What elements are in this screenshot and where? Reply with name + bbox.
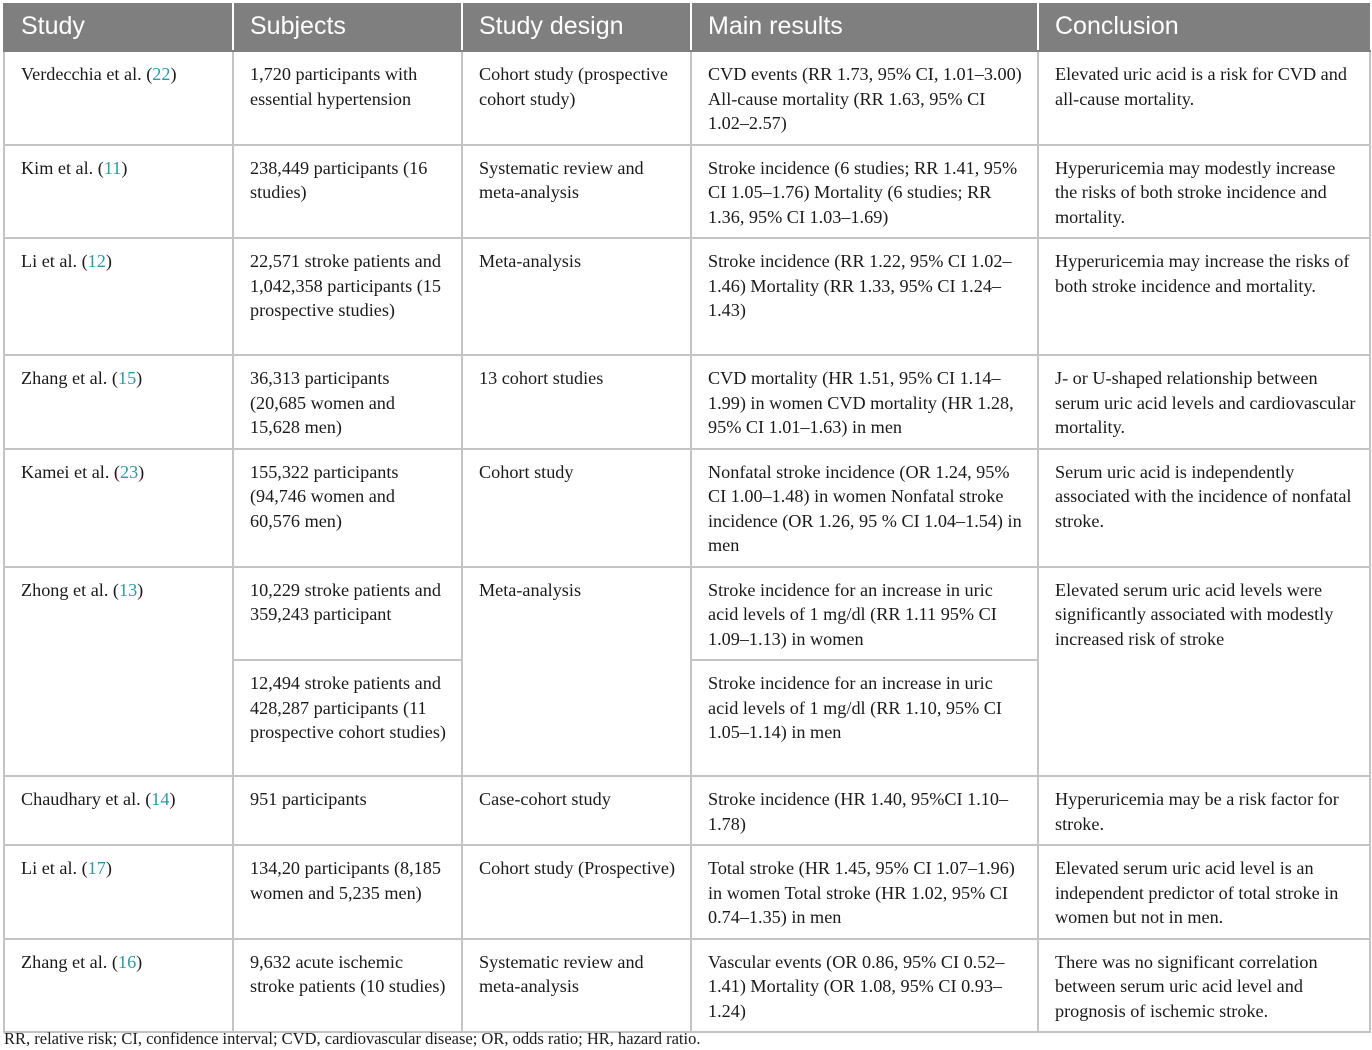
cell-subjects: 134,20 participants (8,185 women and 5,235 men) [233,845,462,939]
study-author: Zhang et al. ( [21,951,118,972]
cell-results: Stroke incidence for an increase in uric acid levels of 1 mg/dl (RR 1.11 95% CI 1.09–1.13) in women [691,567,1038,661]
cell-design: Cohort study (prospective cohort study) [462,51,691,145]
cell-results: Stroke incidence (6 studies; RR 1.41, 95% CI 1.05–1.76) Mortality (6 studies; RR 1.36, 95% CI 1.03–1.69) [691,145,1038,239]
cell-conclusion: There was no significant correlation between serum uric acid level and prognosis of ischemic stroke. [1038,939,1370,1033]
cell-design: 13 cohort studies [462,355,691,449]
table-row [4,449,1370,567]
cell-study [4,776,233,845]
cell-conclusion: Hyperuricemia may increase the risks of both stroke incidence and mortality. [1038,238,1370,355]
cell-conclusion: J- or U-shaped relationship between serum uric acid levels and cardiovascular mortality. [1038,355,1370,449]
study-close: ) [105,251,112,271]
study-close: ) [121,157,128,178]
cell-study [4,238,233,355]
study-author: Chaudhary et al. ( [21,789,152,809]
study-close: ) [137,579,144,600]
reference-link[interactable]: 11 [103,157,122,178]
cell-study [4,449,233,567]
cell-conclusion: Hyperuricemia may modestly increase the risks of both stroke incidence and mortality. [1038,145,1370,239]
cell-design: Meta-analysis [462,238,691,355]
table-row [4,567,1370,661]
cell-subjects: 9,632 acute ischemic stroke patients (10 studies) [233,939,462,1033]
table-row [4,51,1370,145]
cell-conclusion: Elevated serum uric acid level is an independent predictor of total stroke in women but not in men. [1038,845,1370,939]
reference-link[interactable]: 14 [151,789,170,809]
study-close: ) [138,461,145,482]
cell-study [4,567,233,777]
cell-design: Cohort study (Prospective) [462,845,691,939]
study-author: Kamei et al. ( [21,461,120,482]
study-close: ) [136,951,143,972]
cell-conclusion: Hyperuricemia may be a risk factor for stroke. [1038,776,1370,845]
cell-subjects: 12,494 stroke patients and 428,287 participants (11 prospective cohort studies) [233,660,462,776]
study-author: Kim et al. ( [21,157,104,178]
cell-results: CVD events (RR 1.73, 95% CI, 1.01–3.00) All-cause mortality (RR 1.63, 95% CI 1.02–2.57) [691,51,1038,145]
reference-link[interactable]: 15 [117,368,137,388]
reference-link[interactable]: 23 [119,461,139,482]
cell-results: Stroke incidence (RR 1.22, 95% CI 1.02–1.46) Mortality (RR 1.33, 95% CI 1.24–1.43) [691,238,1038,355]
cell-subjects: 1,720 participants with essential hypertension [233,51,462,145]
cell-results: Stroke incidence for an increase in uric acid levels of 1 mg/dl (RR 1.10, 95% CI 1.05–1.14) in men [691,660,1038,776]
header-study: Study [4,3,233,51]
study-close: ) [170,64,177,84]
reference-link[interactable]: 12 [87,251,106,271]
cell-subjects: 22,571 stroke patients and 1,042,358 participants (15 prospective studies) [233,238,462,355]
cell-subjects: 10,229 stroke patients and 359,243 participant [233,567,462,661]
cell-subjects: 36,313 participants (20,685 women and 15,628 men) [233,355,462,449]
header-subjects: Subjects [233,3,462,51]
cell-conclusion: Serum uric acid is independently associated with the incidence of nonfatal stroke. [1038,449,1370,567]
cell-results: Total stroke (HR 1.45, 95% CI 1.07–1.96) in women Total stroke (HR 1.02, 95% CI 0.74–1.35) in men [691,845,1038,939]
study-close: ) [169,789,176,809]
cell-study [4,845,233,939]
cell-results: CVD mortality (HR 1.51, 95% CI 1.14–1.99) in women CVD mortality (HR 1.28, 95% CI 1.01–1.63) in men [691,355,1038,449]
cell-conclusion: Elevated serum uric acid levels were significantly associated with modestly increased risk of stroke [1038,567,1370,777]
table-row [4,939,1370,1033]
header-study-design: Study design [462,3,691,51]
cell-conclusion: Elevated uric acid is a risk for CVD and all-cause mortality. [1038,51,1370,145]
header-conclusion: Conclusion [1038,3,1370,51]
study-author: Li et al. ( [21,858,88,878]
table-footnote: RR, relative risk; CI, confidence interval; CVD, cardiovascular disease; OR, odds ratio; HR, hazard ratio. [4,1029,701,1048]
studies-table [3,3,1371,1033]
table-row [4,238,1370,355]
study-author: Zhong et al. ( [21,579,119,600]
study-close: ) [105,858,112,878]
cell-design: Meta-analysis [462,567,691,777]
table-header-row [4,3,1370,51]
cell-results: Nonfatal stroke incidence (OR 1.24, 95% CI 1.00–1.48) in women Nonfatal stroke incidence (OR 1.26, 95 % CI 1.04–1.54) in men [691,449,1038,567]
cell-design: Systematic review and meta-analysis [462,145,691,239]
header-main-results: Main results [691,3,1038,51]
study-author: Verdecchia et al. ( [21,64,153,84]
reference-link[interactable]: 22 [152,64,171,84]
reference-link[interactable]: 17 [87,858,106,878]
reference-link[interactable]: 16 [117,951,137,972]
study-close: ) [136,368,143,388]
cell-design: Systematic review and meta-analysis [462,939,691,1033]
table-row [4,776,1370,845]
table-row [4,355,1370,449]
cell-subjects: 951 participants [233,776,462,845]
reference-link[interactable]: 13 [118,579,138,600]
table-row [4,845,1370,939]
study-author: Li et al. ( [21,251,88,271]
cell-results: Stroke incidence (HR 1.40, 95%CI 1.10–1.78) [691,776,1038,845]
cell-design: Case-cohort study [462,776,691,845]
cell-study [4,355,233,449]
cell-results: Vascular events (OR 0.86, 95% CI 0.52–1.41) Mortality (OR 1.08, 95% CI 0.93–1.24) [691,939,1038,1033]
cell-subjects: 155,322 participants (94,746 women and 60,576 men) [233,449,462,567]
cell-study [4,51,233,145]
study-author: Zhang et al. ( [21,368,118,388]
cell-design: Cohort study [462,449,691,567]
cell-study [4,939,233,1033]
cell-subjects: 238,449 participants (16 studies) [233,145,462,239]
table-row [4,145,1370,239]
cell-study [4,145,233,239]
